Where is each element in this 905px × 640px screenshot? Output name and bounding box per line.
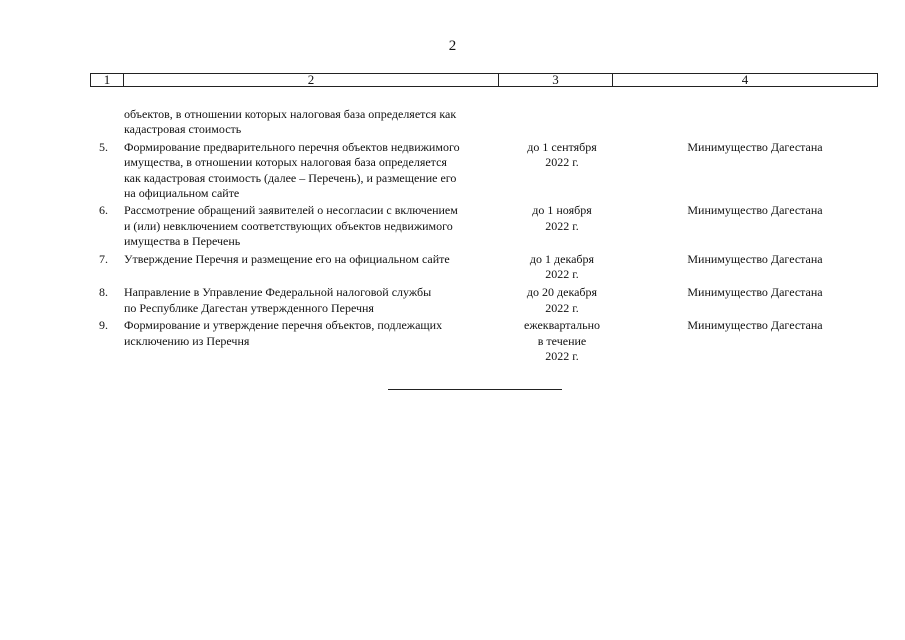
- table-row: [90, 203, 878, 249]
- table-header-row: [90, 73, 878, 87]
- row-description: Формирование и утверждение перечня объектов, подлежащих исключению из Перечня: [124, 318, 443, 348]
- row-deadline: ежеквартально в течение 2022 г.: [524, 318, 600, 364]
- row-deadline: до 1 сентября 2022 г.: [527, 139, 597, 170]
- row-description: Направление в Управление Федеральной налоговой службы по Республике Дагестан утвержденного Перечня: [124, 285, 432, 315]
- document-end-line: [388, 389, 562, 390]
- row-deadline: [502, 107, 622, 138]
- row-deadline: до 1 декабря 2022 г.: [529, 251, 595, 282]
- row-number: 5.: [99, 139, 108, 154]
- table-row: [90, 285, 878, 316]
- page-number: 2: [448, 38, 457, 54]
- row-description: Формирование предварительного перечня объектов недвижимого имущества, в отношении которых налоговая база определяется как кадастровая стоимость (далее – Перечень), и размещение его на официальном сайте: [124, 139, 460, 201]
- row-deadline: до 20 декабря 2022 г.: [526, 285, 598, 315]
- row-number: 8.: [99, 285, 108, 300]
- row-responsible: Минимущество Дагестана: [687, 318, 823, 333]
- table-body: [90, 107, 878, 365]
- row-responsible: Минимущество Дагестана: [687, 203, 823, 218]
- row-description: Рассмотрение обращений заявителей о несогласии с включением и (или) невключением соответствующих объектов недвижимого имущества в Перечень: [124, 203, 458, 249]
- row-responsible: [622, 107, 878, 138]
- row-number: 9.: [99, 318, 108, 333]
- row-description: объектов, в отношении которых налоговая база определяется как кадастровая стоимость: [124, 107, 457, 137]
- row-responsible: Минимущество Дагестана: [687, 285, 823, 300]
- table-row: [90, 318, 878, 364]
- row-number: 6.: [99, 203, 108, 218]
- table-row: [90, 140, 878, 202]
- table-header-col-4: 4: [741, 72, 749, 87]
- row-responsible: Минимущество Дагестана: [687, 251, 823, 266]
- table-row: [90, 252, 878, 283]
- table-row-continuation: [90, 107, 878, 138]
- row-description: Утверждение Перечня и размещение его на официальном сайте: [124, 251, 450, 266]
- row-number: [90, 107, 124, 138]
- row-deadline: до 1 ноября 2022 г.: [532, 203, 592, 233]
- row-number: 7.: [99, 251, 108, 266]
- table-header-col-1: 1: [91, 74, 124, 86]
- row-responsible: Минимущество Дагестана: [687, 139, 823, 154]
- table-header-col-2: 2: [124, 74, 499, 86]
- table-header-col-3: 3: [499, 74, 613, 86]
